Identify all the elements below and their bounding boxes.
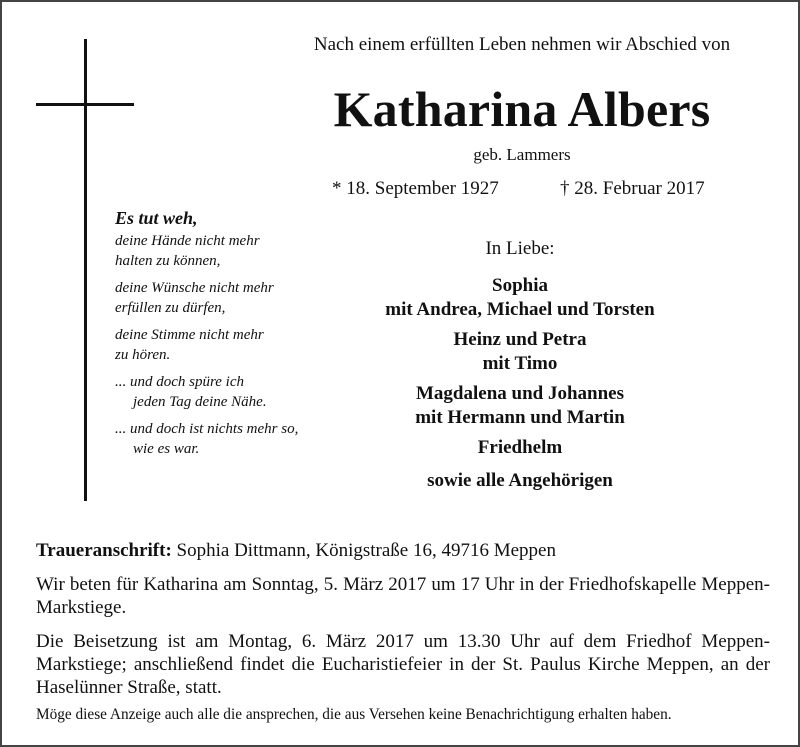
mourner-line: sowie alle Angehörigen bbox=[427, 470, 613, 491]
address-label: Traueranschrift: bbox=[36, 540, 172, 561]
poem-line: wie es war. bbox=[133, 441, 200, 457]
poem-stanza bbox=[115, 419, 355, 459]
mourners-list bbox=[342, 274, 698, 499]
poem-stanza bbox=[115, 325, 355, 365]
mourner-line: mit Timo bbox=[482, 353, 558, 374]
mourning-address bbox=[36, 540, 556, 562]
poem-stanza bbox=[115, 231, 355, 271]
poem-line: deine Hände nicht mehr bbox=[115, 233, 260, 249]
poem-stanza bbox=[115, 372, 355, 412]
mourner-group bbox=[342, 469, 698, 493]
address-text: Sophia Dittmann, Königstraße 16, 49716 Meppen bbox=[176, 540, 556, 561]
death-date: † 28. Februar 2017 bbox=[560, 178, 705, 199]
service-info: Wir beten für Katharina am Sonntag, 5. März 2017 um 17 Uhr in der Friedhofskapelle Meppen-Markstiege. bbox=[36, 574, 770, 618]
mourner-line: Friedhelm bbox=[477, 437, 563, 458]
poem bbox=[115, 207, 355, 466]
mourner-group bbox=[342, 436, 698, 460]
closing-note: Möge diese Anzeige auch alle die ansprechen, die aus Versehen keine Benachrichtigung erhalten haben. bbox=[36, 706, 672, 723]
poem-line: deine Wünsche nicht mehr bbox=[115, 280, 274, 296]
intro-line: Nach einem erfüllten Leben nehmen wir Abschied von bbox=[313, 34, 731, 55]
birth-date: * 18. September 1927 bbox=[332, 178, 499, 199]
mourners-label: In Liebe: bbox=[485, 238, 555, 259]
poem-line: ... und doch ist nichts mehr so, bbox=[115, 421, 299, 437]
burial-info: Die Beisetzung ist am Montag, 6. März 2017 um 13.30 Uhr auf dem Friedhof Meppen-Markstiege; anschließend findet die Eucharistiefeier in der St. Paulus Kirche Meppen, an der Haselünner Straße, statt. bbox=[36, 631, 770, 698]
poem-stanza bbox=[115, 278, 355, 318]
mourner-line: mit Hermann und Martin bbox=[415, 407, 625, 428]
mourner-line: mit Andrea, Michael und Torsten bbox=[385, 299, 655, 320]
mourner-line: Sophia bbox=[492, 275, 548, 296]
mourner-line: Magdalena und Johannes bbox=[415, 383, 624, 404]
cross-icon-bar bbox=[36, 103, 134, 106]
poem-line: deine Stimme nicht mehr bbox=[115, 327, 264, 343]
maiden-name: geb. Lammers bbox=[473, 145, 571, 164]
mourner-line: Heinz und Petra bbox=[453, 329, 587, 350]
poem-line: ... und doch spüre ich bbox=[115, 374, 245, 390]
poem-line: halten zu können, bbox=[115, 253, 221, 269]
mourner-group bbox=[342, 328, 698, 376]
poem-line: zu hören. bbox=[115, 347, 171, 363]
mourner-group bbox=[342, 274, 698, 322]
poem-line: erfüllen zu dürfen, bbox=[115, 300, 226, 316]
poem-line: jeden Tag deine Nähe. bbox=[133, 394, 267, 410]
mourner-group bbox=[342, 382, 698, 430]
deceased-name: Katharina Albers bbox=[333, 81, 711, 137]
poem-title: Es tut weh, bbox=[115, 208, 198, 228]
cross-icon bbox=[84, 39, 87, 501]
